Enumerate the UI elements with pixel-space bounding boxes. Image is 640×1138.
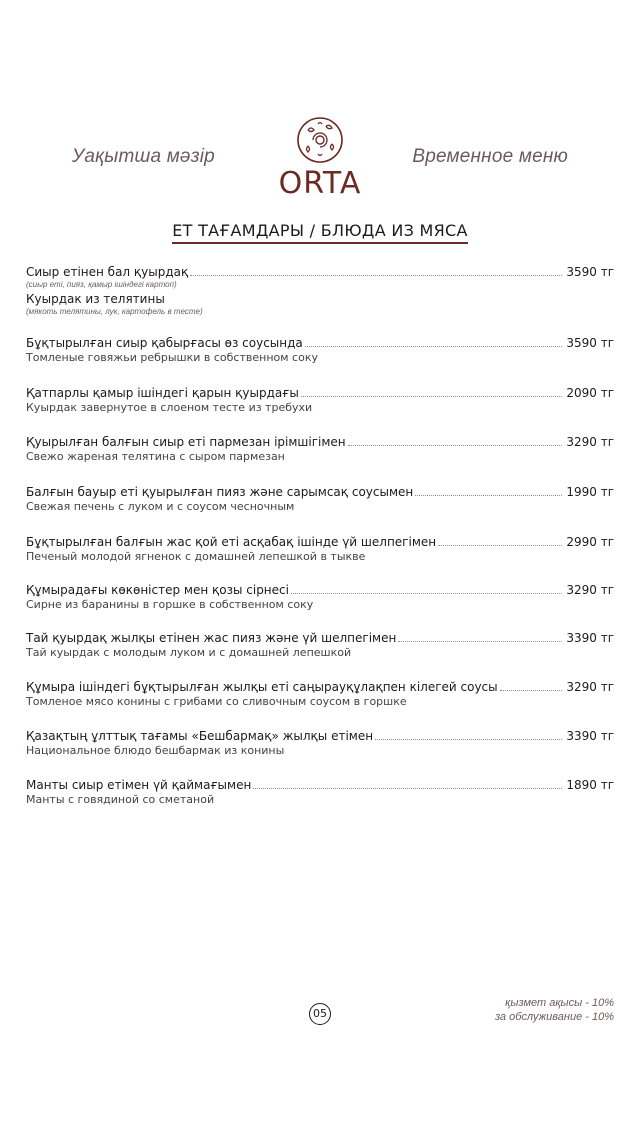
item-price: 2990 тг xyxy=(566,535,614,549)
leader-dots xyxy=(291,593,562,594)
item-price: 3390 тг xyxy=(566,729,614,743)
header-title-kz: Уақытша мәзір xyxy=(72,146,215,167)
menu-item xyxy=(26,679,614,709)
leader-dots xyxy=(348,445,563,446)
logo xyxy=(270,116,370,201)
menu-item xyxy=(26,582,614,612)
item-price: 3590 тг xyxy=(566,336,614,350)
item-price: 3390 тг xyxy=(566,631,614,645)
item-name: Қуырылған балғын сиыр еті пармезан ірімшігімен xyxy=(26,435,346,449)
service-charge xyxy=(495,996,614,1024)
leader-dots xyxy=(305,346,563,347)
item-price: 3590 тг xyxy=(566,265,614,279)
item-description: Тай куырдак с молодым луком и с домашней лепешкой xyxy=(26,646,352,659)
item-price: 3290 тг xyxy=(566,583,614,597)
item-description: Свежо жареная телятина с сыром пармезан xyxy=(26,450,285,463)
leader-dots xyxy=(190,275,562,276)
leader-dots xyxy=(253,788,562,789)
service-charge-ru: за обслуживание - 10% xyxy=(494,1011,614,1023)
item-price: 1990 тг xyxy=(566,485,614,499)
item-price: 3290 тг xyxy=(566,435,614,449)
item-price: 2090 тг xyxy=(566,386,614,400)
menu-item xyxy=(26,630,614,660)
item-name: Балғын бауыр еті қуырылған пияз және сарымсақ соусымен xyxy=(26,485,414,499)
leader-dots xyxy=(415,495,562,496)
item-name: Құмыра ішіндегі бұқтырылған жылқы еті саңырауқұлақпен кілегей соусы xyxy=(26,680,498,694)
leader-dots xyxy=(500,690,563,691)
leader-dots xyxy=(438,545,562,546)
service-charge-kz: қызмет ақысы - 10% xyxy=(505,997,614,1009)
leader-dots xyxy=(301,396,563,397)
section-title-text: ЕТ ТАҒАМДАРЫ / БЛЮДА ИЗ МЯСА xyxy=(172,221,468,244)
leader-dots xyxy=(375,739,562,740)
item-price: 1890 тг xyxy=(566,778,614,792)
menu-item xyxy=(26,434,614,464)
menu-item xyxy=(26,534,614,564)
item-name: Бұқтырылған сиыр қабырғасы өз соусында xyxy=(26,336,303,350)
section-title xyxy=(0,221,640,244)
item-price: 3290 тг xyxy=(566,680,614,694)
menu-item xyxy=(26,728,614,758)
page-number: 05 xyxy=(309,1003,331,1025)
item-description: Свежая печень с луком и с соусом чесночным xyxy=(26,500,295,513)
item-description: Манты с говядиной со сметаной xyxy=(26,793,215,806)
menu-item xyxy=(26,264,614,317)
item-name: Тай қуырдақ жылқы етінен жас пияз және үй шелпегімен xyxy=(26,631,397,645)
item-note-ru: (мякоть телятины, лук, картофель в тесте) xyxy=(26,307,203,316)
item-description: Куырдак завернутое в слоеном тесте из требухи xyxy=(26,401,313,414)
item-description: Национальное блюдо бешбармак из конины xyxy=(26,744,285,757)
leader-dots xyxy=(398,641,562,642)
logo-text: ORTA xyxy=(278,166,362,201)
item-name: Қазақтың ұлттық тағамы «Бешбармақ» жылқы етімен xyxy=(26,729,374,743)
item-note: (сиыр еті, пияз, қамыр ішіндегі картоп) xyxy=(26,280,177,289)
item-name: Манты сиыр етімен үй қаймағымен xyxy=(26,778,252,792)
menu-item xyxy=(26,777,614,807)
item-name: Қатпарлы қамыр ішіндегі қарын қуырдағы xyxy=(26,386,299,400)
item-description: Сирне из баранины в горшке в собственном соку xyxy=(26,598,314,611)
menu-item xyxy=(26,335,614,365)
item-name-ru: Куырдак из телятины xyxy=(26,292,165,306)
item-name: Сиыр етінен бал қуырдақ xyxy=(26,265,189,279)
ornament-icon xyxy=(296,116,344,164)
menu-item xyxy=(26,385,614,415)
item-description: Томленое мясо конины с грибами со сливочным соусом в горшке xyxy=(26,695,407,708)
item-description: Печеный молодой ягненок с домашней лепешкой в тыкве xyxy=(26,550,366,563)
item-name: Құмырадағы көкөністер мен қозы сірнесі xyxy=(26,583,289,597)
header-title-ru: Временное меню xyxy=(412,146,568,167)
menu-item xyxy=(26,484,614,514)
item-name: Бұқтырылған балғын жас қой еті асқабақ ішінде үй шелпегімен xyxy=(26,535,437,549)
item-description: Томленые говяжьи ребрышки в собственном соку xyxy=(26,351,318,364)
